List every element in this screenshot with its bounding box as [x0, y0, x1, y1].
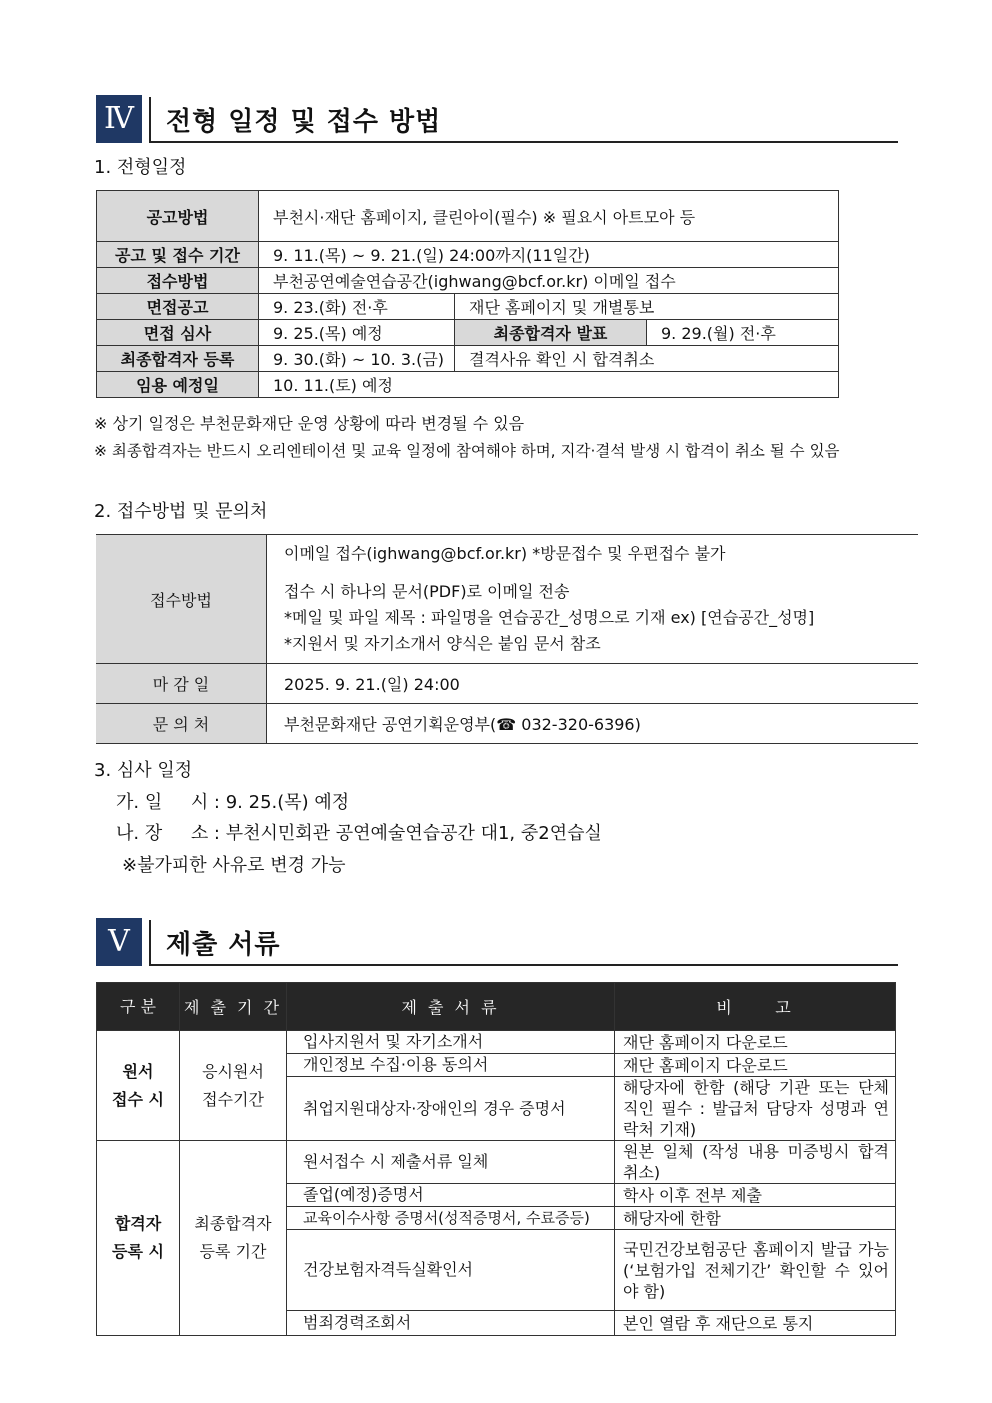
row-value: 9. 11.(목) ~ 9. 21.(일) 24:00까지(11일간) [259, 242, 839, 268]
section-4-badge: Ⅳ [96, 95, 142, 143]
row-label: 공고방법 [97, 191, 259, 242]
section-5-badge: Ⅴ [96, 918, 142, 966]
review-note: ※불가피한 사유로 변경 가능 [122, 855, 346, 876]
subheading-apply: 2. 접수방법 및 문의처 [94, 501, 268, 522]
table-row [96, 535, 918, 664]
row-label: 최종합격자 등록 [97, 346, 259, 372]
row-value: 10. 11.(토) 예정 [259, 372, 839, 398]
table-row [97, 1031, 896, 1054]
row-label: 접수방법 [96, 535, 267, 664]
table-row [97, 191, 839, 242]
doc-cell: 원서접수 시 제출서류 일체 [287, 1141, 615, 1184]
remark-cell: 해당자에 한함 [615, 1207, 896, 1230]
section-5-divider [149, 920, 151, 964]
section-5-title: 제출 서류 [166, 930, 281, 960]
subheading-review: 3. 심사 일정 [94, 760, 193, 781]
row-label: 면접공고 [97, 294, 259, 320]
row-value: 부천시·재단 홈페이지, 클린아이(필수) ※ 필요시 아트모아 등 [259, 191, 839, 242]
section-4-title: 전형 일정 및 접수 방법 [166, 107, 442, 137]
header-docs: 제 출 서 류 [287, 983, 615, 1031]
remark-cell: 재단 홈페이지 다운로드 [615, 1054, 896, 1077]
row-value [267, 535, 919, 664]
schedule-note-1: ※ 상기 일정은 부천문화재단 운영 상황에 따라 변경될 수 있음 [94, 414, 525, 433]
row-note: 결격사유 확인 시 합격취소 [455, 346, 839, 372]
section-5-underline [149, 964, 898, 966]
row-note: 재단 홈페이지 및 개별통보 [455, 294, 839, 320]
row-label: 임용 예정일 [97, 372, 259, 398]
remark-cell: 학사 이후 전부 제출 [615, 1184, 896, 1207]
row-label: 접수방법 [97, 268, 259, 294]
row-label: 공고 및 접수 기간 [97, 242, 259, 268]
row-label: 최종합격자 발표 [455, 320, 647, 346]
row-value: 9. 23.(화) 전·후 [259, 294, 455, 320]
table-row [97, 242, 839, 268]
doc-cell: 범죄경력조회서 [287, 1311, 615, 1336]
period-cell: 응시원서 접수기간 [180, 1031, 287, 1141]
section-4-underline [149, 141, 898, 143]
header-remark: 비 고 [615, 983, 896, 1031]
table-row [96, 664, 918, 704]
remark-cell: 본인 열람 후 재단으로 통지 [615, 1311, 896, 1336]
table-row [97, 268, 839, 294]
table-row [97, 1141, 896, 1184]
doc-cell: 건강보험자격득실확인서 [287, 1230, 615, 1311]
review-place: 나. 장 소 : 부천시민회관 공연예술연습공간 대1, 중2연습실 [116, 823, 602, 844]
remark-cell: 원본 일체 (작성 내용 미증빙시 합격 취소) [615, 1141, 896, 1184]
doc-cell: 취업지원대상자·장애인의 경우 증명서 [287, 1077, 615, 1141]
table-row [97, 372, 839, 398]
header-period: 제 출 기 간 [180, 983, 287, 1031]
row-value: 부천문화재단 공연기획운영부(☎ 032-320-6396) [267, 704, 919, 744]
group-cell: 원서 접수 시 [97, 1031, 180, 1141]
method-line-4: *지원서 및 자기소개서 양식은 붙임 문서 참조 [284, 634, 601, 653]
subheading-schedule: 1. 전형일정 [94, 157, 187, 178]
row-label: 마 감 일 [96, 664, 267, 704]
period-cell: 최종합격자 등록 기간 [180, 1141, 287, 1336]
remark-cell: 해당자에 한함 (해당 기관 또는 단체 직인 필수 : 발급처 담당자 성명과 연락처 기재) [615, 1077, 896, 1141]
method-line-3: *메일 및 파일 제목 : 파일명을 연습공간_성명으로 기재 ex) [연습공간_성명] [284, 608, 815, 627]
remark-cell: 국민건강보험공단 홈페이지 발급 가능 (‘보험가입 전체기간’ 확인할 수 있어야 함) [615, 1230, 896, 1311]
group-cell: 합격자 등록 시 [97, 1141, 180, 1336]
row-value: 2025. 9. 21.(일) 24:00 [267, 664, 919, 704]
apply-table [96, 534, 918, 744]
schedule-table [96, 190, 839, 398]
doc-cell: 졸업(예정)증명서 [287, 1184, 615, 1207]
section-4-divider [149, 97, 151, 141]
row-value: 9. 29.(월) 전·후 [647, 320, 839, 346]
method-line-1: 이메일 접수(ighwang@bcf.or.kr) *방문접수 및 우편접수 불가 [284, 544, 726, 563]
review-date: 가. 일 시 : 9. 25.(목) 예정 [116, 792, 350, 813]
row-label: 면접 심사 [97, 320, 259, 346]
table-row [97, 320, 839, 346]
row-value: 9. 25.(목) 예정 [259, 320, 455, 346]
header-group: 구 분 [97, 983, 180, 1031]
doc-cell: 입사지원서 및 자기소개서 [287, 1031, 615, 1054]
table-row [97, 294, 839, 320]
row-label: 문 의 처 [96, 704, 267, 744]
remark-cell: 재단 홈페이지 다운로드 [615, 1031, 896, 1054]
schedule-note-2: ※ 최종합격자는 반드시 오리엔테이션 및 교육 일정에 참여해야 하며, 지각·결석 발생 시 합격이 취소 될 수 있음 [94, 442, 840, 460]
row-value: 부천공연예술연습공간(ighwang@bcf.or.kr) 이메일 접수 [259, 268, 839, 294]
method-line-2: 접수 시 하나의 문서(PDF)로 이메일 전송 [284, 582, 570, 601]
doc-cell: 개인정보 수집·이용 동의서 [287, 1054, 615, 1077]
table-row [97, 346, 839, 372]
table-row [96, 704, 918, 744]
documents-table [96, 982, 896, 1336]
row-value: 9. 30.(화) ~ 10. 3.(금) [259, 346, 455, 372]
table-header-row [97, 983, 896, 1031]
section-4-header [96, 95, 898, 143]
doc-cell: 교육이수사항 증명서(성적증명서, 수료증등) [287, 1207, 615, 1230]
section-5-header [96, 918, 898, 966]
